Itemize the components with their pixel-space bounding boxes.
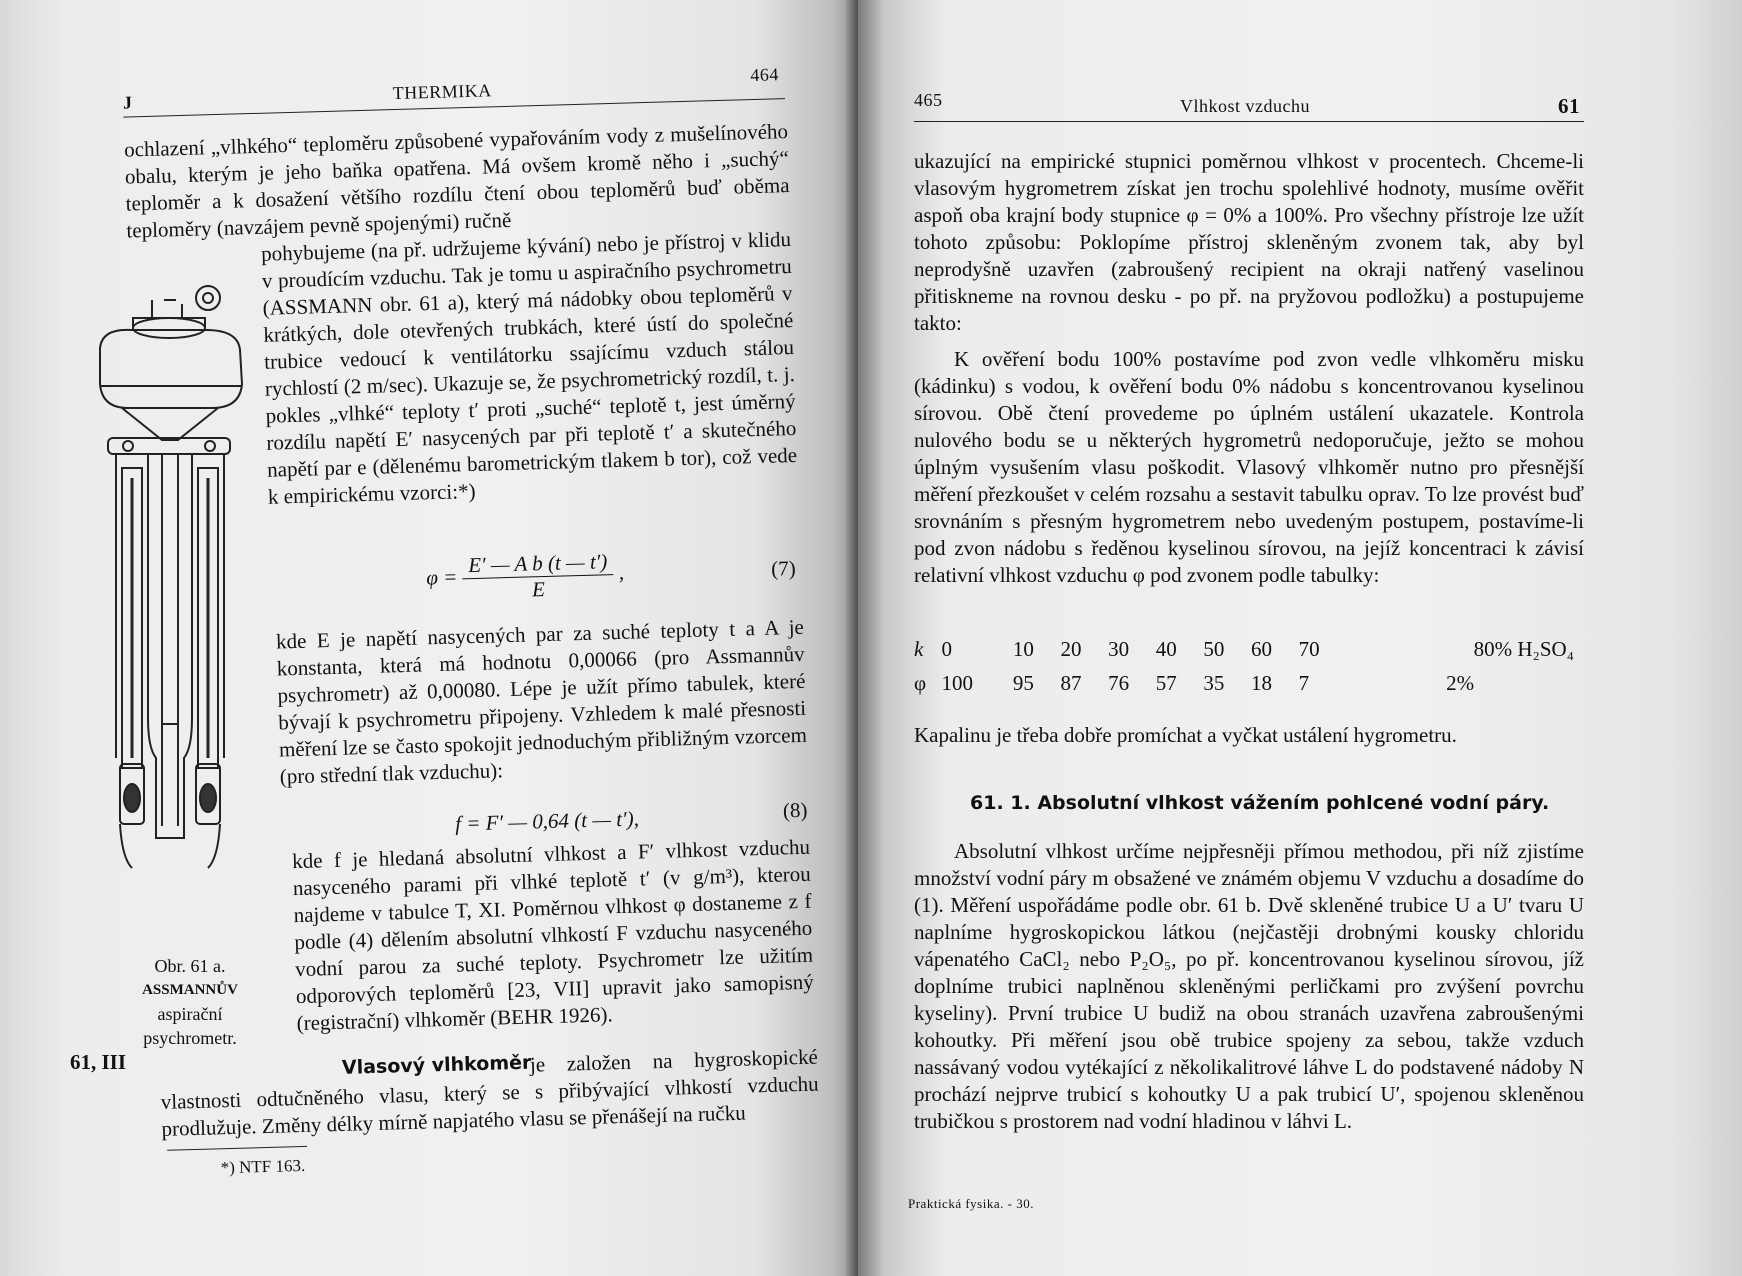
paragraph: Kapalinu je třeba dobře promíchat a vyčkat ustálení hygrometru. [914, 723, 1457, 747]
paragraph-heading: Vlasový vlhkoměr [341, 1051, 532, 1079]
paragraph: kde E je napětí nasycených par za suché teploty t a A je konstanta, která má hodnotu 0,00066 (pro Assmannův psychrometr) až 0,00080. Lépe je užít přímo tabulek, které bývají k psychrometru připojeny. Vzhledem k malé přesnosti měření lze se často spokojit jednoduchým přibližným vzorcem (pro střední tlak vzduchu): [275, 614, 808, 789]
table-cell: 35 [1203, 670, 1225, 695]
running-title: THERMIKA [392, 80, 492, 104]
equation-8: f = F′ — 0,64 (t — t′), [454, 806, 640, 836]
paragraph: Absolutní vlhkost určíme nejpřesněji přímou methodou, při níž zjistíme množství vodní páry m obsažené ve známém objemu V vzduchu a dosadíme do (1). Měření uspořádáme podle obr. 61 b. Dvě skleněné trubice U a U′ tvaru U naplníme hygroskopickou látkou (nejčastěji drobnými kousky chloridu vápenatého CaCl₂ nebo P₂O₅, po př. koncentrovanou kyselinou sírovou, jíž doplníme trubici naplněnou skleněnými perličkami pro zvýšení povrchu kyseliny). První trubice U budiž na obou stranách uzavřena zabroušenými kohoutky. Při měření jsou obě trubice spojeny za sebou, takže vzduch nassávaný vodou vytékající z několikalitrové láhve L do podstavené nádoby N prochází nejprve trubicí s kohoutky U a pak trubicí U′, spojenou skleněnou trubičkou s prostorem nad vodní hladinou v láhvi L. [914, 839, 1584, 1133]
table-cell: 70 [1298, 636, 1320, 661]
footnote: *) NTF 163. [220, 1155, 306, 1178]
paragraph: K ověření bodu 100% postavíme pod zvon vedle vlhkoměru misku (kádinku) s vodou, k ověření bodu 0% nádobu s koncentrovanou kyselinou sírovou. Obě čtení provedeme po úplném ustálení ukazatele. Kontrola nulového bodu se u některých hygrometrů nedoporučuje, ježto se mohou úplným vysušením vlasu poškodit. Vlasový vlhkoměr nutno pro přesnější měření přezkoušet v celém rozsahu a sestavit tabulku oprav. To lze provést buď srovnáním s přesným hygrometrem nebo uvedeným postupem, postavíme-li pod zvon nádobu s ředěnou kyselinou sírovou, na jejíž koncentraci k závisí relativní vlhkost vzduchu φ pod zvonem podle tabulky: [914, 347, 1584, 587]
caption-line: psychrometr. [143, 1028, 237, 1048]
concentration-table [914, 632, 1574, 700]
table-cell: k [914, 636, 924, 661]
table-cell: 50 [1203, 636, 1225, 661]
table-cell: 87 [1060, 670, 1082, 695]
equation-number: (7) [770, 556, 797, 581]
chapter-number: 61 [1558, 94, 1580, 118]
right-page [858, 0, 1742, 1276]
table-cell: 76 [1108, 670, 1130, 695]
table-cell: 57 [1155, 670, 1177, 695]
caption-line: ASSMANNŮV [142, 982, 238, 998]
caption-line: Obr. 61 a. [154, 956, 226, 976]
header-rule [914, 121, 1584, 122]
paragraph: pohybujeme (na př. udržujeme kývání) nebo je přístroj v klidu v proudícím vzduchu. Tak je tomu u aspiračního psychrometru (ASSMANN obr. 61 a), který má nádobky obou teploměrů v krátkých, dole otevřených trubkách, které ústí do společné trubice vedoucí k ventilátorku ssajícímu vzduch stálou rychlostí (2 m/sec). Ukazuje se, že psychrometrický rozdíl, t. j. pokles „vlhké“ teploty t′ proti „suché“ teplotě t, jest úměrný rozdílu napětí E′ nasycených par při teplotě t′ a skutečného napětí par e (dělenému barometrickým tlakem b tor), což vede k empirickému vzorci:*) [260, 227, 798, 509]
equation-denominator: E [531, 577, 546, 602]
equation-tail: , [618, 560, 625, 585]
equation-fraction [462, 549, 614, 604]
section-heading: 61. 1. Absolutní vlhkost vážením pohlcené vodní páry. [970, 792, 1550, 814]
table-cell: 30 [1108, 636, 1130, 661]
table-cell: 60 [1250, 636, 1272, 661]
page-number: 465 [914, 90, 943, 110]
table-cell: 40 [1155, 636, 1177, 661]
table-cell: 80% H₂SO₄ [1473, 636, 1574, 661]
running-title: Vlhkost vzduchu [1180, 96, 1310, 116]
table-cell: 95 [1012, 670, 1034, 695]
paragraph: ochlazení „vlhkého“ teploměru způsobené vypařováním vody z mušelínového obalu, kterým je jeho baňka opatřena. Má ovšem kromě něho i „suchý“ teploměr a k dosažení většího rozdílu čtení obou teploměrů buď oběma teploměry (navzájem pevně spojenými) ručně [123, 119, 790, 243]
figure-caption [120, 954, 260, 1050]
table-cell: 10 [1012, 636, 1034, 661]
paragraph: je založen na hygroskopické vlastnosti odtučněného vlasu, který se s přibývající vlhkostí vzduchu prodlužuje. Změny délky mírně napjatého vlasu se přenášejí na ručku [160, 1044, 819, 1141]
header-letter: J [122, 92, 133, 113]
table-cell: 0 [941, 636, 952, 661]
table-cell: 7 [1298, 670, 1310, 695]
equation-7 [426, 549, 625, 606]
left-page [0, 0, 858, 1276]
table-cell: 2% [1446, 670, 1475, 695]
table-cell: 20 [1060, 636, 1082, 661]
table-cell: 100 [941, 670, 973, 695]
footnote-rule [167, 1146, 307, 1151]
table-row [914, 632, 1574, 666]
table-cell: 18 [1250, 670, 1272, 695]
margin-reference: 61, III [70, 1050, 127, 1074]
equation-lhs: φ = [425, 564, 458, 590]
paragraph: ukazující na empirické stupnici poměrnou vlhkost v procentech. Chceme-li vlasovým hygrometrem získat jen trochu spolehlivé hodnoty, musíme ověřit aspoň oba krajní body stupnice φ = 0% a 100%. Pro všechny přístroje lze užít tohoto způsobu: Poklopíme přístroj skleněným zvonem tak, aby byl neprodyšně uzavřen (zabroušený recipient na okraji natřený vaselinou přitiskneme na rovnou desku - po př. na pryžovou podložku) a postupujeme takto: [914, 149, 1584, 335]
equation-number: (8) [782, 797, 808, 823]
page-number: 464 [750, 64, 780, 86]
paragraph: kde f je hledaná absolutní vlhkost a F′ vlhkost vzduchu nasyceného parami při vlhké teplotě t′ (v g/m³), kterou najdeme v tabulce T, XI. Poměrnou vlhkost φ dostaneme z f podle (4) dělením absolutní vlhkostí F vzduchu nasyceného vodní parou za suché teploty. Psychrometr lze užitím odporových teploměrů [23, VII] upravit jako samopisný (registrační) vlhkoměr (BEHR 1926). [291, 834, 815, 1036]
equation-numerator: E′ — A b (t — t′) [462, 549, 614, 579]
table-row [914, 666, 1574, 700]
psychrometer-illustration [92, 278, 262, 938]
table-cell: φ [914, 670, 927, 695]
page-footer: Praktická fysika. - 30. [908, 1196, 1034, 1211]
caption-line: aspirační [157, 1004, 223, 1024]
